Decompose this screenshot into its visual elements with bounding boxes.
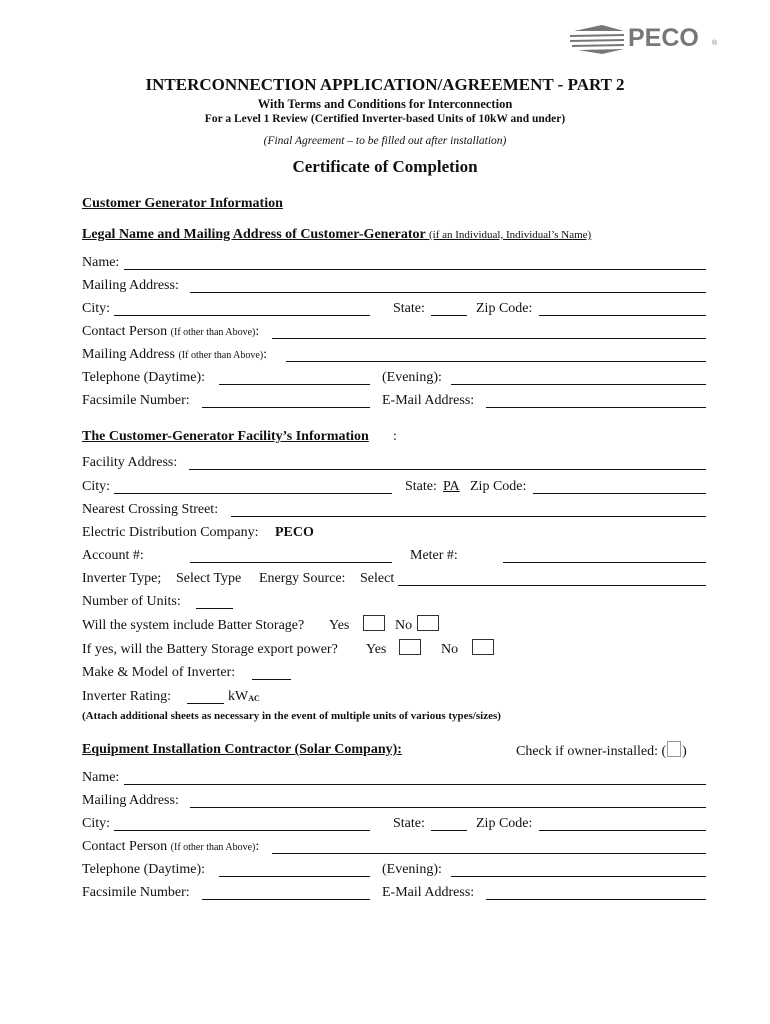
edc-row bbox=[82, 524, 706, 544]
contractor-section-title: Equipment Installation Contractor (Solar Company): bbox=[82, 742, 402, 757]
contractor-fax-field[interactable] bbox=[202, 899, 370, 900]
contractor-contact-row bbox=[82, 838, 706, 858]
email-label: E-Mail Address: bbox=[382, 393, 475, 408]
logo-registered-mark: ® bbox=[712, 40, 718, 47]
document-title: INTERCONNECTION APPLICATION/AGREEMENT - PART 2 bbox=[145, 75, 625, 94]
contractor-city-field[interactable] bbox=[114, 830, 370, 831]
units-field[interactable] bbox=[196, 608, 233, 609]
inverter-type-row bbox=[82, 570, 706, 590]
crossing-street-label: Nearest Crossing Street: bbox=[82, 502, 219, 517]
customer-telephone-field[interactable] bbox=[219, 384, 370, 385]
units-label: Number of Units: bbox=[82, 594, 181, 609]
inverter-type-label: Inverter Type; bbox=[82, 571, 162, 586]
certificate-heading: Certificate of Completion bbox=[292, 157, 478, 176]
meter-label: Meter #: bbox=[410, 548, 458, 563]
contractor-zip-label: Zip Code: bbox=[476, 816, 533, 831]
if-other-note: (If other than Above) bbox=[178, 350, 264, 361]
contractor-contact-text: Contact Person bbox=[82, 839, 168, 854]
contractor-zip-field[interactable] bbox=[539, 830, 706, 831]
owner-installed-checkbox[interactable] bbox=[667, 741, 681, 757]
checkbox-icon bbox=[399, 639, 421, 655]
contractor-mailing-label: Mailing Address: bbox=[82, 793, 179, 808]
legal-name-heading bbox=[82, 227, 591, 243]
facility-state-value[interactable]: PA bbox=[443, 479, 460, 494]
if-other-note: (If other than Above) bbox=[170, 842, 256, 853]
make-model-field[interactable] bbox=[252, 679, 291, 680]
mailing-address-label: Mailing Address: bbox=[82, 278, 179, 293]
mailing2-colon: : bbox=[263, 347, 268, 362]
account-meter-row bbox=[82, 547, 706, 567]
crossing-street-row bbox=[82, 501, 706, 521]
facility-section-title: The Customer-Generator Facility’s Information bbox=[82, 429, 369, 444]
peco-logo-mark-icon bbox=[568, 22, 628, 56]
document-subtitle: With Terms and Conditions for Interconnection bbox=[257, 97, 513, 111]
customer-mailing2-field[interactable] bbox=[286, 361, 706, 362]
crossing-street-field[interactable] bbox=[231, 516, 706, 517]
customer-section-title: Customer Generator Information bbox=[82, 196, 283, 211]
customer-fax-field[interactable] bbox=[202, 407, 370, 408]
customer-email-field[interactable] bbox=[486, 407, 706, 408]
contractor-evening-label: (Evening): bbox=[382, 862, 442, 877]
contractor-fax-label: Facsimile Number: bbox=[82, 885, 190, 900]
contact-colon: : bbox=[255, 324, 260, 339]
battery-storage-row bbox=[82, 617, 706, 637]
facility-zip-field[interactable] bbox=[533, 493, 706, 494]
checkbox-icon bbox=[363, 615, 385, 631]
battery-yes-checkbox[interactable] bbox=[363, 615, 385, 636]
energy-source-select[interactable]: Select bbox=[360, 571, 395, 586]
owner-installed-check bbox=[516, 741, 687, 760]
contractor-state-field[interactable] bbox=[431, 830, 467, 831]
meter-field[interactable] bbox=[503, 562, 706, 563]
contractor-city-row bbox=[82, 815, 706, 835]
export-no-label: No bbox=[441, 642, 459, 657]
contractor-city-label: City: bbox=[82, 816, 111, 831]
inverter-rating-unit bbox=[228, 688, 260, 708]
contractor-email-label: E-Mail Address: bbox=[382, 885, 475, 900]
evening-label: (Evening): bbox=[382, 370, 442, 385]
legal-name-heading-text: Legal Name and Mailing Address of Customer-Generator bbox=[82, 227, 426, 242]
customer-contact-field[interactable] bbox=[272, 338, 706, 339]
make-model-row bbox=[82, 664, 706, 684]
customer-name-field[interactable] bbox=[124, 269, 706, 270]
energy-source-field[interactable] bbox=[398, 585, 706, 586]
attach-sheets-note: (Attach additional sheets as necessary in the event of multiple units of various types/sizes) bbox=[82, 710, 501, 722]
customer-mailing-row bbox=[82, 277, 706, 297]
inverter-type-select[interactable]: Select Type bbox=[176, 571, 242, 586]
facility-address-field[interactable] bbox=[189, 469, 706, 470]
contractor-fax-row bbox=[82, 884, 706, 904]
export-yes-label: Yes bbox=[366, 642, 387, 657]
customer-fax-row bbox=[82, 392, 706, 412]
customer-state-field[interactable] bbox=[431, 315, 467, 316]
mailing-address-alt-label bbox=[82, 346, 267, 365]
mailing-address-alt-text: Mailing Address bbox=[82, 347, 175, 362]
owner-installed-label: Check if owner-installed: ( bbox=[516, 744, 667, 759]
logo-wordmark: PECO bbox=[628, 24, 699, 52]
customer-name-row bbox=[82, 254, 706, 274]
customer-mailing-field[interactable] bbox=[190, 292, 706, 293]
final-agreement-note: (Final Agreement – to be filled out after installation) bbox=[263, 135, 507, 147]
contractor-mailing-row bbox=[82, 792, 706, 812]
contractor-email-field[interactable] bbox=[486, 899, 706, 900]
battery-storage-question: Will the system include Batter Storage? bbox=[82, 618, 305, 633]
contractor-telephone-row bbox=[82, 861, 706, 881]
edc-label: Electric Distribution Company: bbox=[82, 525, 259, 540]
inverter-rating-row bbox=[82, 688, 706, 708]
account-field[interactable] bbox=[190, 562, 392, 563]
export-no-checkbox[interactable] bbox=[472, 639, 494, 660]
energy-source-label: Energy Source: bbox=[259, 571, 346, 586]
battery-export-row bbox=[82, 641, 706, 661]
if-other-note: (If other than Above) bbox=[170, 327, 256, 338]
contractor-name-field[interactable] bbox=[124, 784, 706, 785]
contractor-telephone-label: Telephone (Daytime): bbox=[82, 862, 206, 877]
battery-export-question: If yes, will the Battery Storage export power? bbox=[82, 642, 338, 657]
contractor-name-row bbox=[82, 769, 706, 789]
contractor-contact-field[interactable] bbox=[272, 853, 706, 854]
contractor-evening-field[interactable] bbox=[451, 876, 706, 877]
customer-mailing2-row bbox=[82, 346, 706, 366]
facility-zip-label: Zip Code: bbox=[470, 479, 527, 494]
battery-yes-label: Yes bbox=[329, 618, 350, 633]
contact-person-label bbox=[82, 323, 259, 342]
customer-city-field[interactable] bbox=[114, 315, 370, 316]
contractor-state-label: State: bbox=[393, 816, 425, 831]
facility-section-heading bbox=[82, 428, 706, 448]
customer-contact-row bbox=[82, 323, 706, 343]
zip-label: Zip Code: bbox=[476, 301, 533, 316]
customer-city-row bbox=[82, 300, 706, 320]
account-label: Account #: bbox=[82, 548, 144, 563]
contractor-mailing-field[interactable] bbox=[190, 807, 706, 808]
export-yes-checkbox[interactable] bbox=[399, 639, 421, 660]
facility-address-label: Facility Address: bbox=[82, 455, 178, 470]
edc-value: PECO bbox=[275, 525, 314, 540]
fax-label: Facsimile Number: bbox=[82, 393, 190, 408]
facility-city-row bbox=[82, 478, 706, 498]
facility-section-colon: : bbox=[393, 429, 397, 444]
make-model-label: Make & Model of Inverter: bbox=[82, 665, 236, 680]
city-label: City: bbox=[82, 301, 111, 316]
facility-state-label: State: bbox=[405, 479, 437, 494]
customer-evening-field[interactable] bbox=[451, 384, 706, 385]
battery-no-label: No bbox=[395, 618, 413, 633]
customer-telephone-row bbox=[82, 369, 706, 389]
checkbox-icon bbox=[472, 639, 494, 655]
inverter-rating-field[interactable] bbox=[187, 703, 224, 704]
contractor-name-label: Name: bbox=[82, 770, 120, 785]
checkbox-icon bbox=[417, 615, 439, 631]
name-label: Name: bbox=[82, 255, 120, 270]
facility-address-row bbox=[82, 454, 706, 474]
kw-unit: kW bbox=[228, 689, 249, 704]
facility-city-field[interactable] bbox=[114, 493, 392, 494]
contractor-contact-label bbox=[82, 838, 259, 857]
state-label: State: bbox=[393, 301, 425, 316]
customer-zip-field[interactable] bbox=[539, 315, 706, 316]
contractor-contact-colon: : bbox=[255, 839, 260, 854]
telephone-label: Telephone (Daytime): bbox=[82, 370, 206, 385]
facility-city-label: City: bbox=[82, 479, 111, 494]
owner-installed-close: ) bbox=[682, 744, 687, 759]
ac-subscript: AC bbox=[248, 694, 260, 703]
contact-person-text: Contact Person bbox=[82, 324, 168, 339]
review-level: For a Level 1 Review (Certified Inverter-based Units of 10kW and under) bbox=[204, 113, 566, 125]
units-row bbox=[82, 593, 706, 613]
inverter-rating-label: Inverter Rating: bbox=[82, 689, 172, 704]
contractor-telephone-field[interactable] bbox=[219, 876, 370, 877]
peco-logo bbox=[568, 22, 718, 56]
legal-name-note: (if an Individual, Individual’s Name) bbox=[429, 229, 592, 241]
battery-no-checkbox[interactable] bbox=[417, 615, 439, 636]
